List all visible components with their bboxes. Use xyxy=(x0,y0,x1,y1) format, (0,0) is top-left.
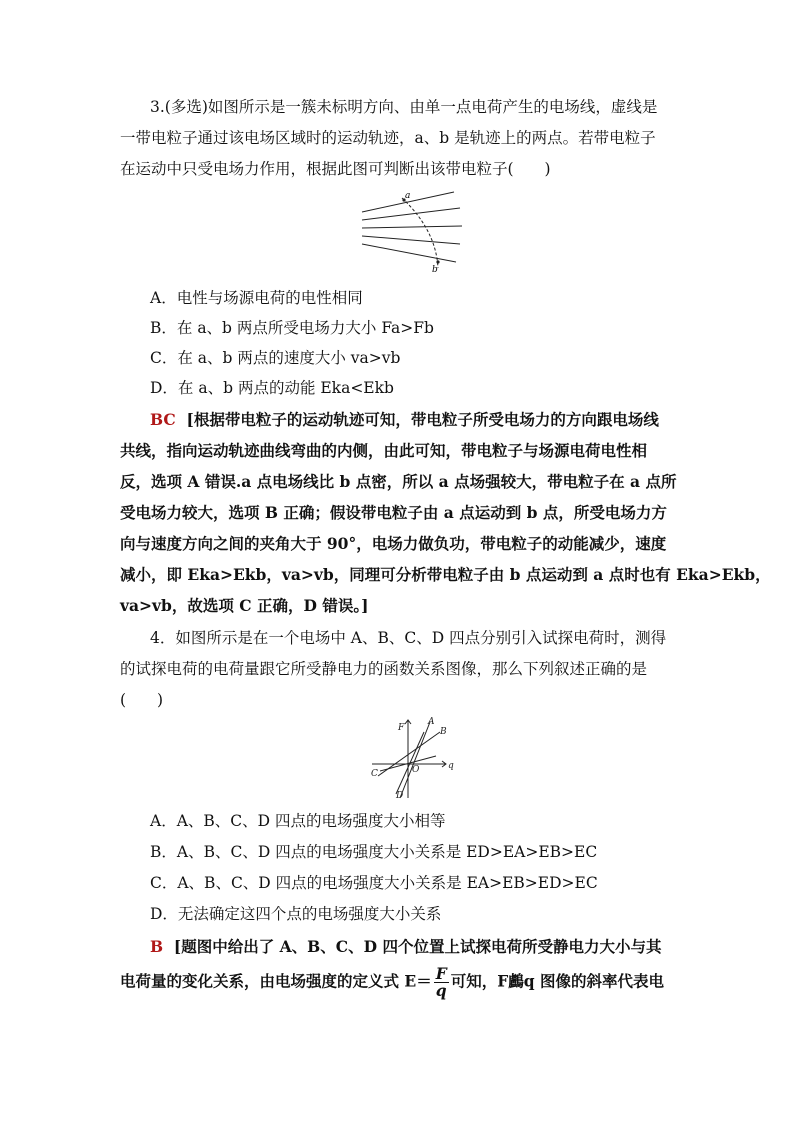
q3-option-a: A．电性与场源电荷的电性相同 xyxy=(150,289,363,307)
q3-solution-line-4: 受电场力较大，选项 B 正确；假设带电粒子由 a 点运动到 b 点，所受电场力方 xyxy=(120,503,667,522)
label-q: q xyxy=(448,761,454,771)
q4-answer-key: B xyxy=(150,937,164,956)
q4-line-2: 的试探电荷的电荷量跟它所受静电力的函数关系图像，那么下列叙述正确的是 xyxy=(120,660,648,678)
point-b xyxy=(436,260,439,263)
fraction-numerator: F xyxy=(435,964,447,983)
q4-solution-line-2 xyxy=(120,966,680,999)
q3-solution-line-1 xyxy=(150,410,710,430)
q3-solution-line-2: 共线，指向运动轨迹曲线弯曲的内侧，由此可知，带电粒子与场源电荷电性相 xyxy=(120,441,648,460)
q4-option-b: B．A、B、C、D 四点的电场强度大小关系是 ED>EA>EB>EC xyxy=(150,843,598,861)
q4-line-3: ( ) xyxy=(120,691,164,709)
q3-solution-text-1: [根据带电粒子的运动轨迹可知，带电粒子所受电场力的方向跟电场线 xyxy=(186,410,659,429)
label-d: D xyxy=(396,791,404,801)
q4-solution-text-1: [题图中给出了 A、B、C、D 四个位置上试探电荷所受静电力大小与其 xyxy=(173,937,662,956)
q3-option-b: B．在 a、b 两点所受电场力大小 Fa>Fb xyxy=(150,319,434,337)
q4-option-c: C．A、B、C、D 四点的电场强度大小关系是 EA>EB>ED>EC xyxy=(150,874,598,892)
label-a: A xyxy=(428,717,435,727)
q3-option-d: D．在 a、b 两点的动能 Eka<Ekb xyxy=(150,379,394,397)
f-q-graph-figure xyxy=(366,714,458,802)
label-a: a xyxy=(405,191,411,201)
q4-solution-line-1 xyxy=(150,937,710,957)
q4-solution-post: 可知，F鸕q 图像的斜率代表电 xyxy=(450,971,664,991)
label-b: b xyxy=(432,265,438,275)
q3-solution-line-6: 减小，即 Eka>Ekb，va>vb，同理可分析带电粒子由 b 点运动到 a 点时也有 Eka>Ekb， xyxy=(120,565,771,584)
q4-option-d: D．无法确定这四个点的电场强度大小关系 xyxy=(150,905,442,923)
q3-line-2: 一带电粒子通过该电场区域时的运动轨迹，a、b 是轨迹上的两点。若带电粒子 xyxy=(120,129,656,147)
q4-option-a: A．A、B、C、D 四点的电场强度大小相等 xyxy=(150,812,446,830)
fraction-denominator: q xyxy=(435,981,447,1000)
q3-solution-line-5: 向与速度方向之间的夹角大于 90°，电场力做负功，带电粒子的动能减少，速度 xyxy=(120,534,667,553)
field-line xyxy=(362,226,462,228)
q4-solution-pre: 电荷量的变化关系，由电场强度的定义式 E＝ xyxy=(120,971,432,991)
label-f: F xyxy=(398,723,405,733)
definition-fraction xyxy=(434,966,449,999)
q3-answer-key: BC xyxy=(150,410,176,429)
label-b: B xyxy=(440,727,447,737)
line-d xyxy=(396,732,424,794)
label-o: O xyxy=(412,765,420,775)
field-line xyxy=(362,208,460,220)
line-a xyxy=(400,722,430,798)
label-c: C xyxy=(371,769,378,779)
q4-line-1: 4．如图所示是在一个电场中 A、B、C、D 四点分别引入试探电荷时，测得 xyxy=(150,629,667,647)
field-line xyxy=(362,244,456,262)
field-line xyxy=(362,236,460,244)
q3-solution-line-7: va>vb，故选项 C 正确，D 错误。] xyxy=(120,596,369,615)
q3-line-3: 在运动中只受电场力作用，根据此图可判断出该带电粒子( ) xyxy=(120,160,551,178)
q3-solution-line-3: 反，选项 A 错误.a 点电场线比 b 点密，所以 a 点场强较大，带电粒子在 a 点所 xyxy=(120,472,677,491)
q3-line-1: 3.(多选)如图所示是一簇未标明方向、由单一点电荷产生的电场线，虚线是 xyxy=(150,98,658,116)
electric-field-lines-figure xyxy=(356,186,468,276)
q3-option-c: C．在 a、b 两点的速度大小 va>vb xyxy=(150,349,401,367)
